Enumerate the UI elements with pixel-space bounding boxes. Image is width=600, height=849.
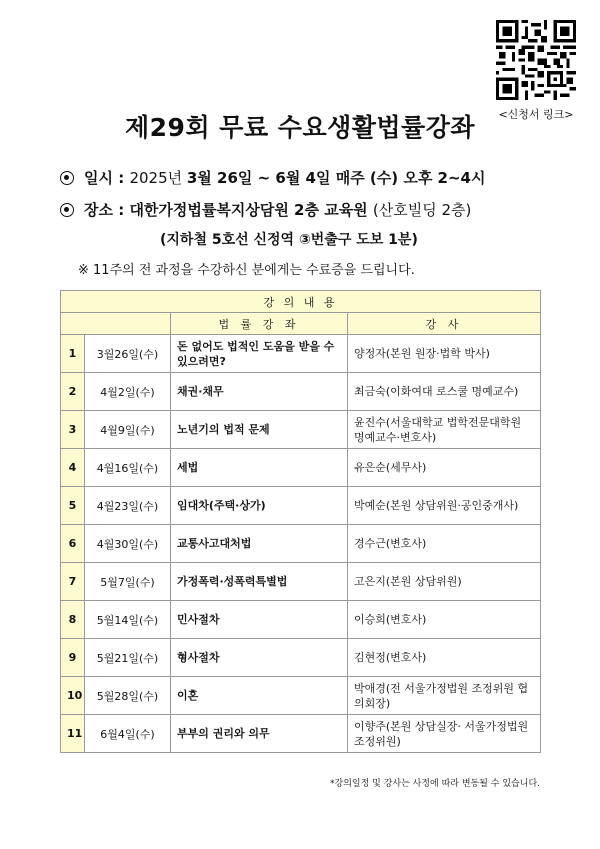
lecture-number: 8 (61, 601, 85, 639)
qr-code-image[interactable] (496, 20, 576, 100)
lecture-lecturer: 양정자(본원 원장·법학 박사) (348, 335, 541, 373)
qr-caption: <신청서 링크> (498, 108, 574, 121)
lecture-schedule-table (60, 290, 541, 753)
table-row (61, 449, 541, 487)
date-label: 일시 : (84, 169, 130, 187)
lecture-topic: 채권·채무 (171, 373, 348, 411)
lecture-date: 6월4일(수) (85, 715, 171, 753)
column-header-law: 법 률 강 좌 (171, 313, 348, 335)
place-info (60, 199, 471, 220)
subway-directions: (지하철 5호선 신정역 ③번출구 도보 1분) (160, 232, 418, 248)
table-row (61, 639, 541, 677)
lecture-number: 9 (61, 639, 85, 677)
lecture-number: 7 (61, 563, 85, 601)
table-row (61, 525, 541, 563)
lecture-number: 11 (61, 715, 85, 753)
place-building: (산호빌딩 2층) (372, 201, 472, 219)
bullet-icon (60, 203, 74, 217)
lecture-date: 4월9일(수) (85, 411, 171, 449)
lecture-lecturer: 박애경(전 서울가정법원 조정위원 협의회장) (348, 677, 541, 715)
column-header-lecturer: 강 사 (348, 313, 541, 335)
lecture-topic: 부부의 권리와 의무 (171, 715, 348, 753)
lecture-date: 5월7일(수) (85, 563, 171, 601)
lecture-date: 4월30일(수) (85, 525, 171, 563)
lecture-number: 3 (61, 411, 85, 449)
lecture-date: 4월16일(수) (85, 449, 171, 487)
table-header-diagonal (61, 313, 171, 335)
lecture-lecturer: 김현정(변호사) (348, 639, 541, 677)
lecture-number: 1 (61, 335, 85, 373)
lecture-date: 5월21일(수) (85, 639, 171, 677)
table-row (61, 335, 541, 373)
date-year: 2025년 (129, 169, 187, 187)
table-row (61, 677, 541, 715)
lecture-number: 2 (61, 373, 85, 411)
table-row (61, 715, 541, 753)
lecture-lecturer: 박예순(본원 상담위원·공인중개사) (348, 487, 541, 525)
table-row (61, 487, 541, 525)
place-value: 대한가정법률복지상담원 2층 교육원 (129, 201, 373, 219)
lecture-lecturer: 유은순(세무사) (348, 449, 541, 487)
footnote: *강의일정 및 강사는 사정에 따라 변동될 수 있습니다. (330, 779, 540, 789)
lecture-date: 5월14일(수) (85, 601, 171, 639)
lecture-date: 4월2일(수) (85, 373, 171, 411)
lecture-date: 5월28일(수) (85, 677, 171, 715)
lecture-topic: 세법 (171, 449, 348, 487)
bullet-icon (60, 171, 74, 185)
lecture-date: 4월23일(수) (85, 487, 171, 525)
lecture-number: 10 (61, 677, 85, 715)
lecture-lecturer: 윤진수(서울대학교 법학전문대학원 명예교수·변호사) (348, 411, 541, 449)
lecture-number: 4 (61, 449, 85, 487)
lecture-lecturer: 고은지(본원 상담위원) (348, 563, 541, 601)
certificate-notice: ※ 11주의 전 과정을 수강하신 분에게는 수료증을 드립니다. (78, 263, 415, 278)
lecture-lecturer: 이승희(변호사) (348, 601, 541, 639)
lecture-date: 3월26일(수) (85, 335, 171, 373)
lecture-topic: 가정폭력·성폭력특별법 (171, 563, 348, 601)
lecture-topic: 교통사고대처법 (171, 525, 348, 563)
page-title: 제29회 무료 수요생활법률강좌 (125, 113, 475, 142)
lecture-topic: 이혼 (171, 677, 348, 715)
table-row (61, 373, 541, 411)
date-value: 3월 26일 ~ 6월 4일 매주 (수) 오후 2~4시 (186, 169, 486, 187)
lecture-lecturer: 이향주(본원 상담실장· 서울가정법원 조정위원) (348, 715, 541, 753)
lecture-topic: 민사절차 (171, 601, 348, 639)
lecture-topic: 노년기의 법적 문제 (171, 411, 348, 449)
place-label: 장소 : (84, 201, 130, 219)
table-row (61, 563, 541, 601)
lecture-number: 5 (61, 487, 85, 525)
lecture-lecturer: 최금숙(이화여대 로스쿨 명예교수) (348, 373, 541, 411)
lecture-topic: 임대차(주택·상가) (171, 487, 348, 525)
lecture-number: 6 (61, 525, 85, 563)
lecture-topic: 돈 없어도 법적인 도움을 받을 수 있으려면? (171, 335, 348, 373)
lecture-lecturer: 경수근(변호사) (348, 525, 541, 563)
table-header-title: 강 의 내 용 (61, 291, 541, 313)
table-row (61, 601, 541, 639)
lecture-topic: 형사절차 (171, 639, 348, 677)
table-row (61, 411, 541, 449)
date-info (60, 167, 485, 188)
